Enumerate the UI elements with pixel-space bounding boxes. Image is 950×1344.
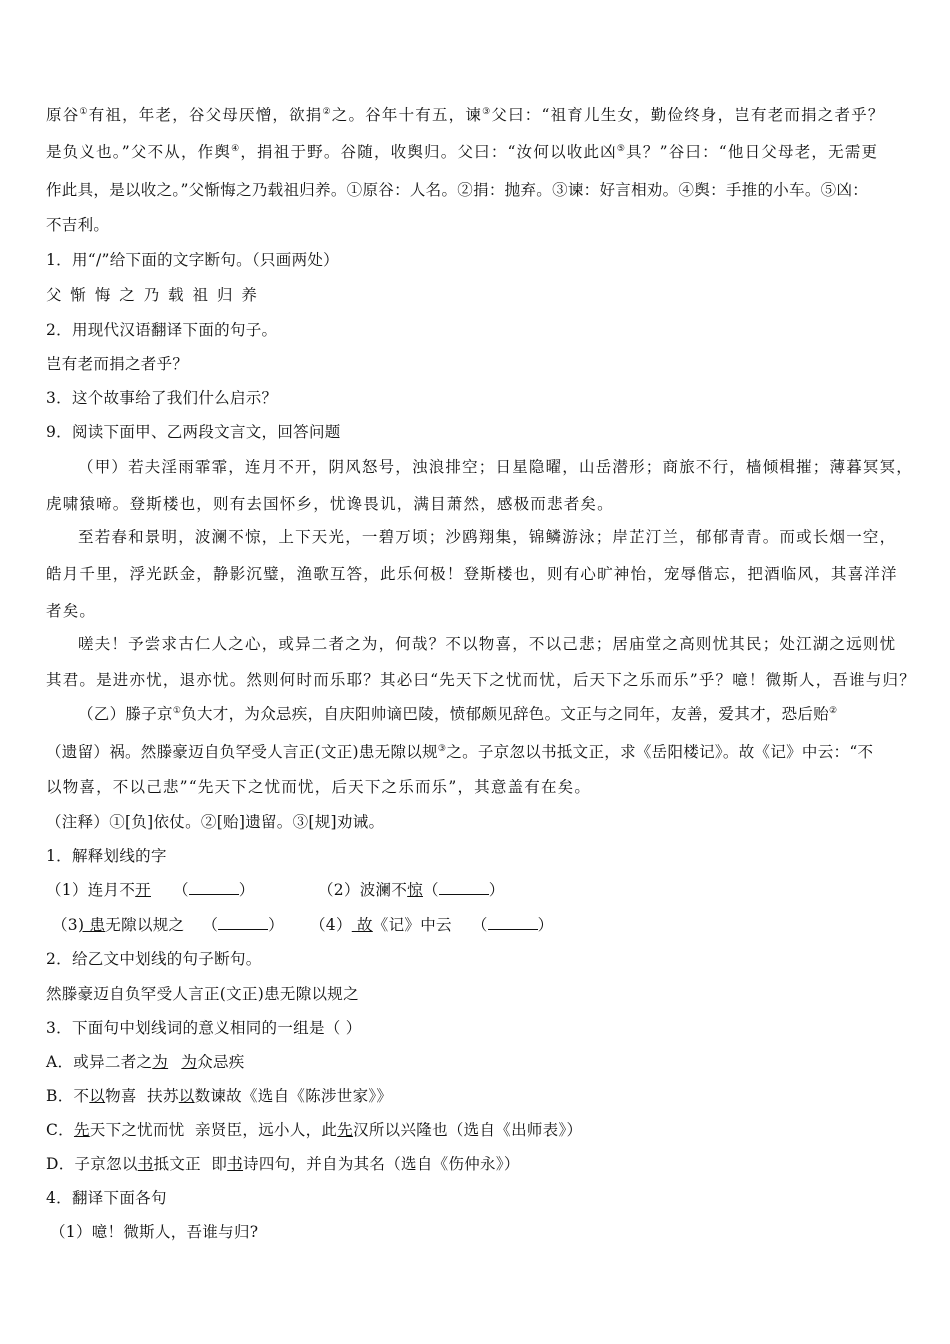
- yi-line-1: [78, 702, 837, 724]
- text: 数谏故《选自《陈涉世家》》: [194, 1087, 393, 1105]
- text: 父曰：“祖育儿生女，勤俭终身，岂有老而捐之者乎？: [491, 106, 885, 124]
- text: 汉所以兴隆也（选自《出师表》）: [353, 1121, 583, 1139]
- text: 物喜 扶苏: [105, 1087, 179, 1105]
- answer-blank[interactable]: [488, 915, 538, 930]
- s3-prompt: 3．下面句中划线词的意义相同的一组是（ ）: [46, 1019, 362, 1037]
- s1-item-1: [46, 878, 255, 900]
- s2-text: 然滕豪迈自负罕受人言正(文正)患无隙以规之: [46, 985, 359, 1003]
- underlined-word: 故: [351, 916, 373, 934]
- q2-text: 岂有老而捐之者乎？: [46, 355, 189, 373]
- q1-text: 父 惭 悔 之 乃 载 祖 归 养: [46, 286, 259, 304]
- text: （3: [52, 916, 78, 934]
- footnote-mark: ①: [172, 705, 182, 716]
- paren: （: [471, 916, 488, 934]
- story-line-3: 作此具，是以收之。”父惭悔之乃载祖归养。①原谷：人名。②捐：抛弃。③谏：好言相劝。④舆：手推的小车。⑤凶：: [46, 181, 869, 199]
- yi-line-3: 以物喜，不以己悲”“先天下之忧而忧，后天下之乐而乐”，其意盖有在矣。: [46, 778, 592, 796]
- q9-title: 9．阅读下面甲、乙两段文言文，回答问题: [46, 423, 341, 441]
- footnote-mark: ⑤: [616, 143, 627, 154]
- text: B．不: [46, 1087, 90, 1105]
- text: D．子京忽以: [46, 1155, 138, 1173]
- text: （乙）滕子京: [78, 705, 173, 723]
- text: 之。谷年十有五，谏: [331, 106, 483, 124]
- answer-blank[interactable]: [218, 915, 268, 930]
- underlined-word: 先: [73, 1121, 90, 1139]
- story-line-1: [46, 103, 885, 125]
- footnote-mark: ②: [829, 705, 838, 716]
- underlined-word: 以: [178, 1087, 195, 1105]
- text: 有祖，年老，谷父母厌憎，欲捐: [88, 106, 323, 124]
- q2-prompt: 2．用现代汉语翻译下面的句子。: [46, 321, 278, 339]
- jia-line-1: （甲）若夫淫雨霏霏，连月不开，阴风怒号，浊浪排空；日星隐曜，山岳潜形；商旅不行，樯倾楫摧；薄暮冥冥，: [78, 458, 914, 476]
- underlined-word: 为: [152, 1053, 169, 1071]
- text: 原谷: [46, 106, 80, 124]
- s1-item-2: [318, 878, 505, 900]
- paren: （: [202, 916, 219, 934]
- underlined-word: 以: [89, 1087, 106, 1105]
- text: （4）: [310, 916, 352, 934]
- text: 之。子京忽以书抵文正，求《岳阳楼记》。故《记》中云：“不: [446, 743, 874, 761]
- footnote-mark: ②: [322, 106, 332, 117]
- s4-prompt: 4．翻译下面各句: [46, 1189, 167, 1207]
- text: [168, 1053, 173, 1071]
- q3-prompt: 3．这个故事给了我们什么启示？: [46, 389, 278, 407]
- text: 负大才，为众忌疾，自庆阳帅谪巴陵，愤郁颇见辞色。文正与之同年，友善，爱其才，恐后贻: [181, 705, 829, 723]
- paren: （: [422, 881, 439, 899]
- text: 众忌疾: [197, 1053, 245, 1071]
- footnote-mark: ④: [231, 143, 241, 154]
- text: C．: [46, 1121, 74, 1139]
- text: （1）连月不: [46, 881, 136, 899]
- paren: ）: [488, 881, 505, 899]
- text: 诗四句，并自为其名（选自《伤仲永》）: [243, 1155, 520, 1173]
- underlined-word: 为: [181, 1053, 198, 1071]
- paren: ）: [238, 881, 255, 899]
- underlined-word: 开: [135, 881, 151, 899]
- text: （遗留）祸。然滕豪迈自负罕受人言正(文正)患无隙以规: [46, 743, 438, 761]
- note: （注释）①[负]依仗。②[贻]遗留。③[规]劝诫。: [46, 813, 385, 831]
- underlined-word: ) 患: [77, 916, 106, 934]
- underlined-word: 惊: [407, 881, 423, 899]
- text: 抵文正 即: [153, 1155, 228, 1173]
- option-b[interactable]: [46, 1084, 392, 1106]
- underlined-word: 先: [337, 1121, 354, 1139]
- jia-line-7: 其君。是进亦忧，退亦忧。然则何时而乐耶？其必曰“先天下之忧而忧，后天下之乐而乐”乎？噫！微斯人，吾谁与归？: [46, 671, 916, 689]
- text: 天下之忧而忧 亲贤臣，远小人，此: [89, 1121, 338, 1139]
- text: ，捐祖于野。谷随，收舆归。父曰：“汝何以收此凶: [240, 143, 617, 161]
- footnote-mark: ③: [437, 743, 447, 754]
- option-a[interactable]: [46, 1050, 245, 1072]
- option-d[interactable]: [46, 1152, 520, 1174]
- s1-prompt: 1．解释划线的字: [46, 847, 167, 865]
- option-c[interactable]: [46, 1118, 582, 1140]
- footnote-mark: ①: [79, 106, 89, 117]
- text: 是负义也。”父不从，作舆: [46, 143, 232, 161]
- s1-item-3: [52, 913, 284, 935]
- paren: ）: [537, 916, 554, 934]
- yi-line-2: [46, 740, 873, 762]
- text: 具？”谷曰：“他日父母老，无需更: [626, 143, 879, 161]
- underlined-word: 书: [137, 1155, 154, 1173]
- jia-line-5: 者矣。: [46, 602, 97, 620]
- jia-line-3: 至若春和景明，波澜不惊，上下天光，一碧万顷；沙鸥翔集，锦鳞游泳；岸芷汀兰，郁郁青青。而或长烟一空，: [78, 528, 897, 546]
- s4-item-1: （1）噫！微斯人，吾谁与归?: [50, 1223, 259, 1241]
- paren: （: [172, 881, 189, 899]
- text: 无隙以规之: [105, 916, 185, 934]
- story-line-4: 不吉利。: [46, 216, 110, 234]
- underlined-word: 书: [227, 1155, 244, 1173]
- jia-line-4: 皓月千里，浮光跃金，静影沉璧，渔歌互答，此乐何极！登斯楼也，则有心旷神怡，宠辱偕忘，把酒临风，其喜洋洋: [46, 565, 898, 583]
- jia-line-2: 虎啸猿啼。登斯楼也，则有去国怀乡，忧谗畏讥，满目萧然，感极而悲者矣。: [46, 495, 614, 513]
- text: A．或异二者之: [46, 1053, 153, 1071]
- text: 《记》中云: [372, 916, 452, 934]
- q1-prompt: 1．用“/”给下面的文字断句。（只画两处）: [46, 251, 339, 269]
- s1-item-4: [310, 913, 553, 935]
- s2-prompt: 2．给乙文中划线的句子断句。: [46, 950, 262, 968]
- answer-blank[interactable]: [439, 880, 489, 895]
- story-line-2: [46, 140, 878, 162]
- footnote-mark: ③: [482, 106, 492, 117]
- answer-blank[interactable]: [189, 880, 239, 895]
- jia-line-6: 嗟夫！予尝求古仁人之心，或异二者之为，何哉？不以物喜，不以己悲；居庙堂之高则忧其民；处江湖之远则忧: [78, 635, 897, 653]
- paren: ）: [268, 916, 284, 934]
- text: （2）波澜不: [318, 881, 408, 899]
